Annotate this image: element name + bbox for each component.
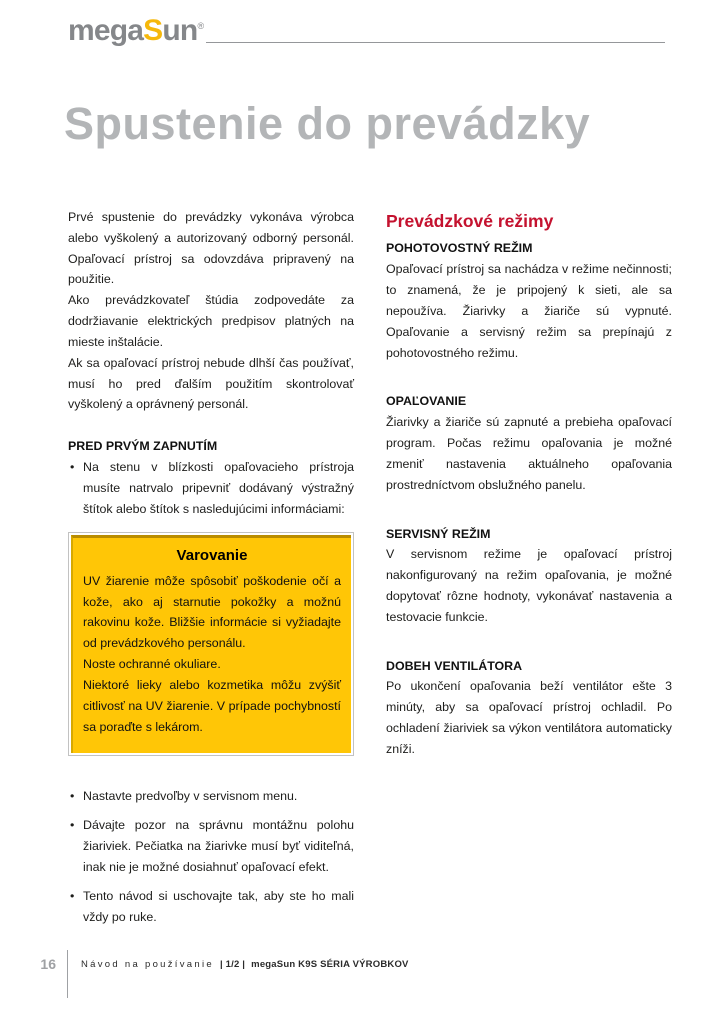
page-header (68, 16, 665, 46)
warning-box (68, 532, 354, 757)
list-item: • Na stenu v blízkosti opaľovacieho prístroja musíte natrvalo pripevniť dodávaný výstražný štítok alebo štítok s nasledujúcimi informáciami: (68, 457, 354, 519)
footer-page-fraction: | 1/2 | (219, 959, 246, 970)
content-columns (68, 207, 672, 935)
operating-modes-heading: Prevádzkové režimy (386, 211, 554, 231)
mode-section-heading: DOBEH VENTILÁTORA (386, 658, 523, 673)
list-item: • Dávajte pozor na správnu montážnu polohu žiariviek. Pečiatka na žiarivke musí byť viditeľná, inak nie je možné dosiahnuť opaľovací efekt. (68, 815, 354, 877)
mode-section-body: V servisnom režime je opaľovací prístroj nakonfigurovaný na režim opaľovania, je možné dopytovať rôzne hodnoty, vykonávať nastavenia a testovacie funkcie. (386, 547, 672, 624)
intro-paragraph: Ako prevádzkovateľ štúdia zodpovedáte za dodržiavanie elektrických predpisov platných na mieste inštalácie. (68, 293, 354, 349)
footer-divider (67, 950, 68, 998)
logo-text-s: S (143, 14, 163, 47)
mode-section-heading: SERVISNÝ REŽIM (386, 526, 491, 541)
page-title: Spustenie do prevádzky (64, 98, 591, 149)
section-heading-before-first-switch-on: PRED PRVÝM ZAPNUTÍM (68, 439, 218, 454)
list-item: • Nastavte predvoľby v servisnom menu. (68, 786, 354, 807)
mode-section-standby (386, 238, 672, 363)
warning-text: Noste ochranné okuliare. (83, 657, 221, 672)
megasun-logo (68, 16, 203, 46)
footer-doc-label: Návod na používanie (81, 959, 214, 970)
mode-section-service (386, 524, 672, 628)
warning-text: UV žiarenie môže spôsobiť poškodenie očí a kože, ako aj starnutie pokožky a možnú rakovinu kože. Bližšie informácie si vyžiadajte od prevádzkového personálu. (83, 573, 341, 651)
mode-section-body: Žiarivky a žiariče sú zapnuté a prebieha opaľovací program. Počas režimu opaľovania je možné zmeniť nastavenia aktuálneho opaľovania prostredníctvom obslužného panelu. (386, 415, 672, 492)
mode-section-heading: OPAĽOVANIE (386, 394, 467, 409)
pre-warning-bullet-list (68, 457, 354, 519)
mode-section-body: Po ukončení opaľovania beží ventilátor ešte 3 minúty, aby sa opaľovací prístroj ochladil. Po ochladení žiariviek sa výkon ventilátora automaticky zníži. (386, 679, 672, 756)
registered-mark: ® (197, 21, 204, 31)
logo-text-mega: mega (68, 14, 144, 47)
mode-section-fan-run-on (386, 656, 672, 760)
header-rule (206, 42, 665, 43)
page-footer (28, 950, 409, 998)
footer-text (81, 959, 409, 970)
mode-section-body: Opaľovací prístroj sa nachádza v režime nečinnosti; to znamená, že je pripojený k sieti, ale sa nepoužíva. Žiarivky a žiariče sú vypnuté. Opaľovanie a servisný režim sa prepínajú z pohotovostného režimu. (386, 262, 672, 360)
left-column (68, 207, 354, 935)
warning-title: Varovanie (176, 546, 248, 564)
mode-section-heading: POHOTOVOSTNÝ REŽIM (386, 241, 533, 256)
right-column (386, 207, 672, 935)
page-number: 16 (40, 956, 56, 972)
intro-paragraph: Ak sa opaľovací prístroj nebude dlhší čas používať, musí ho pred ďalším použitím skontrolovať vyškolený a oprávnený personál. (68, 355, 354, 412)
logo-text-un: un (162, 14, 198, 47)
warning-box-inner (71, 535, 351, 754)
warning-text: Niektoré lieky alebo kozmetika môžu zvýšiť citlivosť na UV žiarenie. V prípade pochybností sa poraďte s lekárom. (83, 677, 341, 734)
setup-bullet-list (68, 786, 354, 927)
intro-paragraph: Prvé spustenie do prevádzky vykonáva výrobca alebo vyškolený a autorizovaný odborný personál. Opaľovací prístroj sa odovzdáva pripravený na použitie. (68, 210, 354, 287)
mode-section-tanning (386, 391, 672, 495)
list-item: • Tento návod si uschovajte tak, aby ste ho mali vždy po ruke. (68, 886, 354, 928)
footer-product-label: megaSun K9S SÉRIA VÝROBKOV (251, 959, 409, 970)
